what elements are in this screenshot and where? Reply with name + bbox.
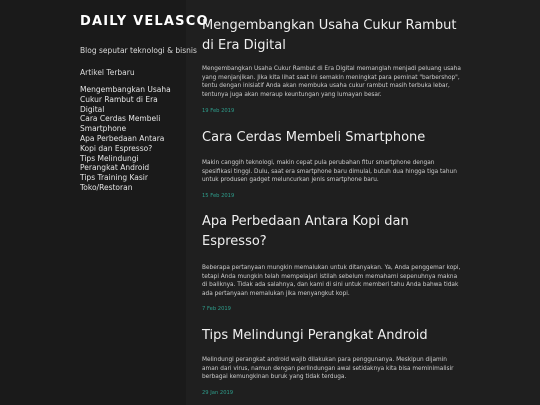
post-date <box>202 306 464 312</box>
post-excerpt: Beberapa pertanyaan mungkin memalukan untuk ditanyakan. Ya, Anda penggemar kopi, tetapi Anda mungkin telah mempelajari istilah sebelum memahami sepenuhnya makna di baliknya. Tidak ada salahnya, dan kami di sini untuk memberi tahu Anda bahwa tidak ada pertanyaan memalukan jika menyangkut kopi. <box>202 265 461 297</box>
sidebar <box>0 0 209 405</box>
post-excerpt: Mengembangkan Usaha Cukur Rambut di Era Digital memanglah menjadi peluang usaha yang menjanjikan. Jika kita lihat saat ini semakin meningkat para peminat "barbershop", tentu dengan inisiatif Anda akan membuka usaha cukur rambut masih terbuka lebar, tentunya juga akan meraup keuntungan yang lumayan besar. <box>202 66 461 98</box>
post-card <box>202 326 464 396</box>
recent-post-item <box>80 173 176 193</box>
post-title-link[interactable]: Cara Cerdas Membeli Smartphone <box>202 130 426 145</box>
post-title <box>202 212 464 252</box>
post-date <box>202 193 464 199</box>
post-date-link[interactable]: 15 Feb 2019 <box>202 192 235 199</box>
post-date-link[interactable]: 29 Jan 2019 <box>202 389 234 396</box>
recent-post-link[interactable]: Mengembangkan Usaha Cukur Rambut di Era Digital <box>80 85 171 114</box>
post-title <box>202 16 464 56</box>
post-title-link[interactable]: Tips Melindungi Perangkat Android <box>202 328 428 343</box>
post-excerpt: Makin canggih teknologi, makin cepat pula perubahan fitur smartphone dengan spesifikasi tinggi. Dulu, saat era smartphone baru dimulai, butuh dua hingga tiga tahun untuk produsen gadget meluncurkan jenis smartphone baru. <box>202 160 457 184</box>
recent-post-item <box>80 85 176 114</box>
post-title-link[interactable]: Apa Perbedaan Antara Kopi dan Espresso? <box>202 214 409 249</box>
post-card <box>202 128 464 199</box>
recent-posts-heading: Artikel Terbaru <box>80 68 135 77</box>
recent-post-item <box>80 114 176 134</box>
post-title-link[interactable]: Mengembangkan Usaha Cukur Rambut di Era Digital <box>202 18 457 53</box>
post-card <box>202 212 464 312</box>
post-title <box>202 326 464 346</box>
post-title <box>202 128 464 148</box>
recent-post-item <box>80 134 176 154</box>
post-date-link[interactable]: 19 Feb 2019 <box>202 108 235 115</box>
recent-post-link[interactable]: Cara Cerdas Membeli Smartphone <box>80 114 161 134</box>
post-date <box>202 390 464 396</box>
post-excerpt: Melindungi perangkat android wajib dilakukan para penggunanya. Meskipun dijamin aman dari virus, namun dengan perlindungan awal setidaknya kita bisa meminimalisir berbagai kemungkinan buruk yang tidak terduga. <box>202 357 454 381</box>
site-title[interactable]: DAILY VELASCO <box>80 14 209 29</box>
recent-post-link[interactable]: Tips Training Kasir Toko/Restoran <box>80 173 148 192</box>
recent-posts-list <box>80 85 176 193</box>
post-date-link[interactable]: 7 Feb 2019 <box>202 306 231 313</box>
site-description: Blog seputar teknologi & bisnis <box>80 46 197 55</box>
recent-post-link[interactable]: Apa Perbedaan Antara Kopi dan Espresso? <box>80 133 165 153</box>
recent-post-link[interactable]: Tips Melindungi Perangkat Android <box>80 153 150 173</box>
recent-post-item <box>80 154 176 174</box>
post-date <box>202 108 464 114</box>
post-card <box>202 16 464 114</box>
